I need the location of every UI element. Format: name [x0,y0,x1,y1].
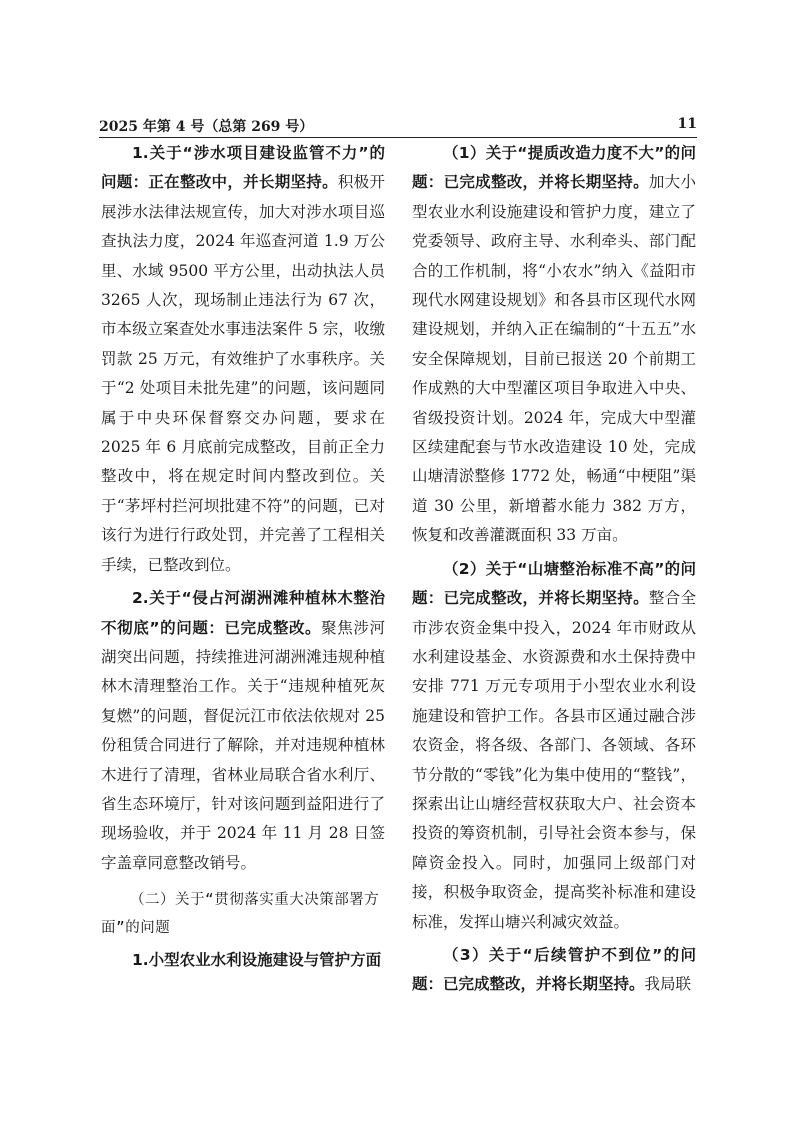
header-rule [99,137,697,138]
paragraph-text: 聚焦涉河湖突出问题，持续推进河湖洲滩违规种植林木清理整治工作。关于“违规种植死灰复燃”的问题，督促沅江市依法依规对 25 份租赁合同进行了解除，并对违规种植林木进行了清理，省林业局联合省水利厅、省生态环境厅，针对该问题到益阳进行了现场验收，并于 2024 年 11 月 28 日签字盖章同意整改销号。 [101,618,385,872]
issue-label: 2025 年第 4 号（总第 269 号） [99,119,314,135]
paragraph [412,139,696,551]
paragraph-heading: （2）关于“山塘整治标准不高”的问题：已完成整改，并将长期坚持。 [412,559,696,608]
section-heading: （二）关于“贯彻落实重大决策部署方面”的问题 [101,892,380,937]
page-number: 11 [677,116,697,132]
left-column [101,139,385,976]
paragraph [101,139,385,580]
paragraph-heading: （1）关于“提质改造力度不大”的问题：已完成整改，并将长期坚持。 [412,144,696,192]
paragraph [412,555,696,937]
page-header [99,116,697,136]
paragraph-heading: 2.关于“侵占河湖洲滩种植林木整治不彻底”的问题：已完成整改。 [101,589,385,637]
paragraph-text: 整合全市涉农资金集中投入，2024 年市财政从水利建设基金、水资源费和水土保持费中安排 771 万元专项用于小型农业水利设施建设和管护工作。各县市区通过融合涉农资金，将各级、各部门、各领域、各环节分散的“零钱”化为集中使用的“整钱”，探索出让山塘经营权获取大户、社会资本投资的筹资机制，引导社会资本参与，保障资金投入。同时，加强同上级部门对接，积极争取资金，提高奖补标准和建设标准，发挥山塘兴利减灾效益。 [412,589,696,931]
paragraph [101,584,385,878]
paragraph-text: 我局联 [644,975,692,994]
paragraph-text: 加大小型农业水利设施建设和管护力度，建立了党委领导、政府主导、水利牵头、部门配合的工作机制，将“小农水”纳入《益阳市现代水网建设规划》和各县市区现代水网建设规划，并纳入正在编制的“十五五”水安全保障规划，目前已报送 20 个前期工作成熟的大中型灌区项目争取进入中央、省级投资计划。2024 年，完成大中型灌区续建配套与节水改造建设 10 处，完成山塘清淤整修 1772 处，畅通“中梗阻”渠道 30 公里，新增蓄水能力 382 万方，恢复和改善灌溉面积 33 万亩。 [412,173,696,545]
right-column [412,139,696,1000]
paragraph [412,941,696,1000]
paragraph-text: 积极开展涉水法律法规宣传，加大对涉水项目巡查执法力度，2024 年巡查河道 1.9 万公里、水域 9500 平方公里，出动执法人员 3265 人次，现场制止违法行为 67 次，市本级立案查处水事违法案件 5 宗，收缴罚款 25 万元，有效维护了水事秩序。关于“2 处项目未批先建”的问题，该问题同属于中央环保督察交办问题，要求在 2025 年 6 月底前完成整改，目前正全力整改中，将在规定时间内整改到位。关于“茅坪村拦河坝批建不符”的问题，已对该行为进行行政处罚，并完善了工程相关手续，已整改到位。 [101,173,385,574]
paragraph-heading: 1.关于“涉水项目建设监管不力”的问题：正在整改中，并长期坚持。 [101,144,385,192]
paragraph-heading: （3）关于“后续管护不到位”的问题：已完成整改，并将长期坚持。 [412,945,696,994]
subsection-heading: 1.小型农业水利设施建设与管护方面 [132,951,382,970]
